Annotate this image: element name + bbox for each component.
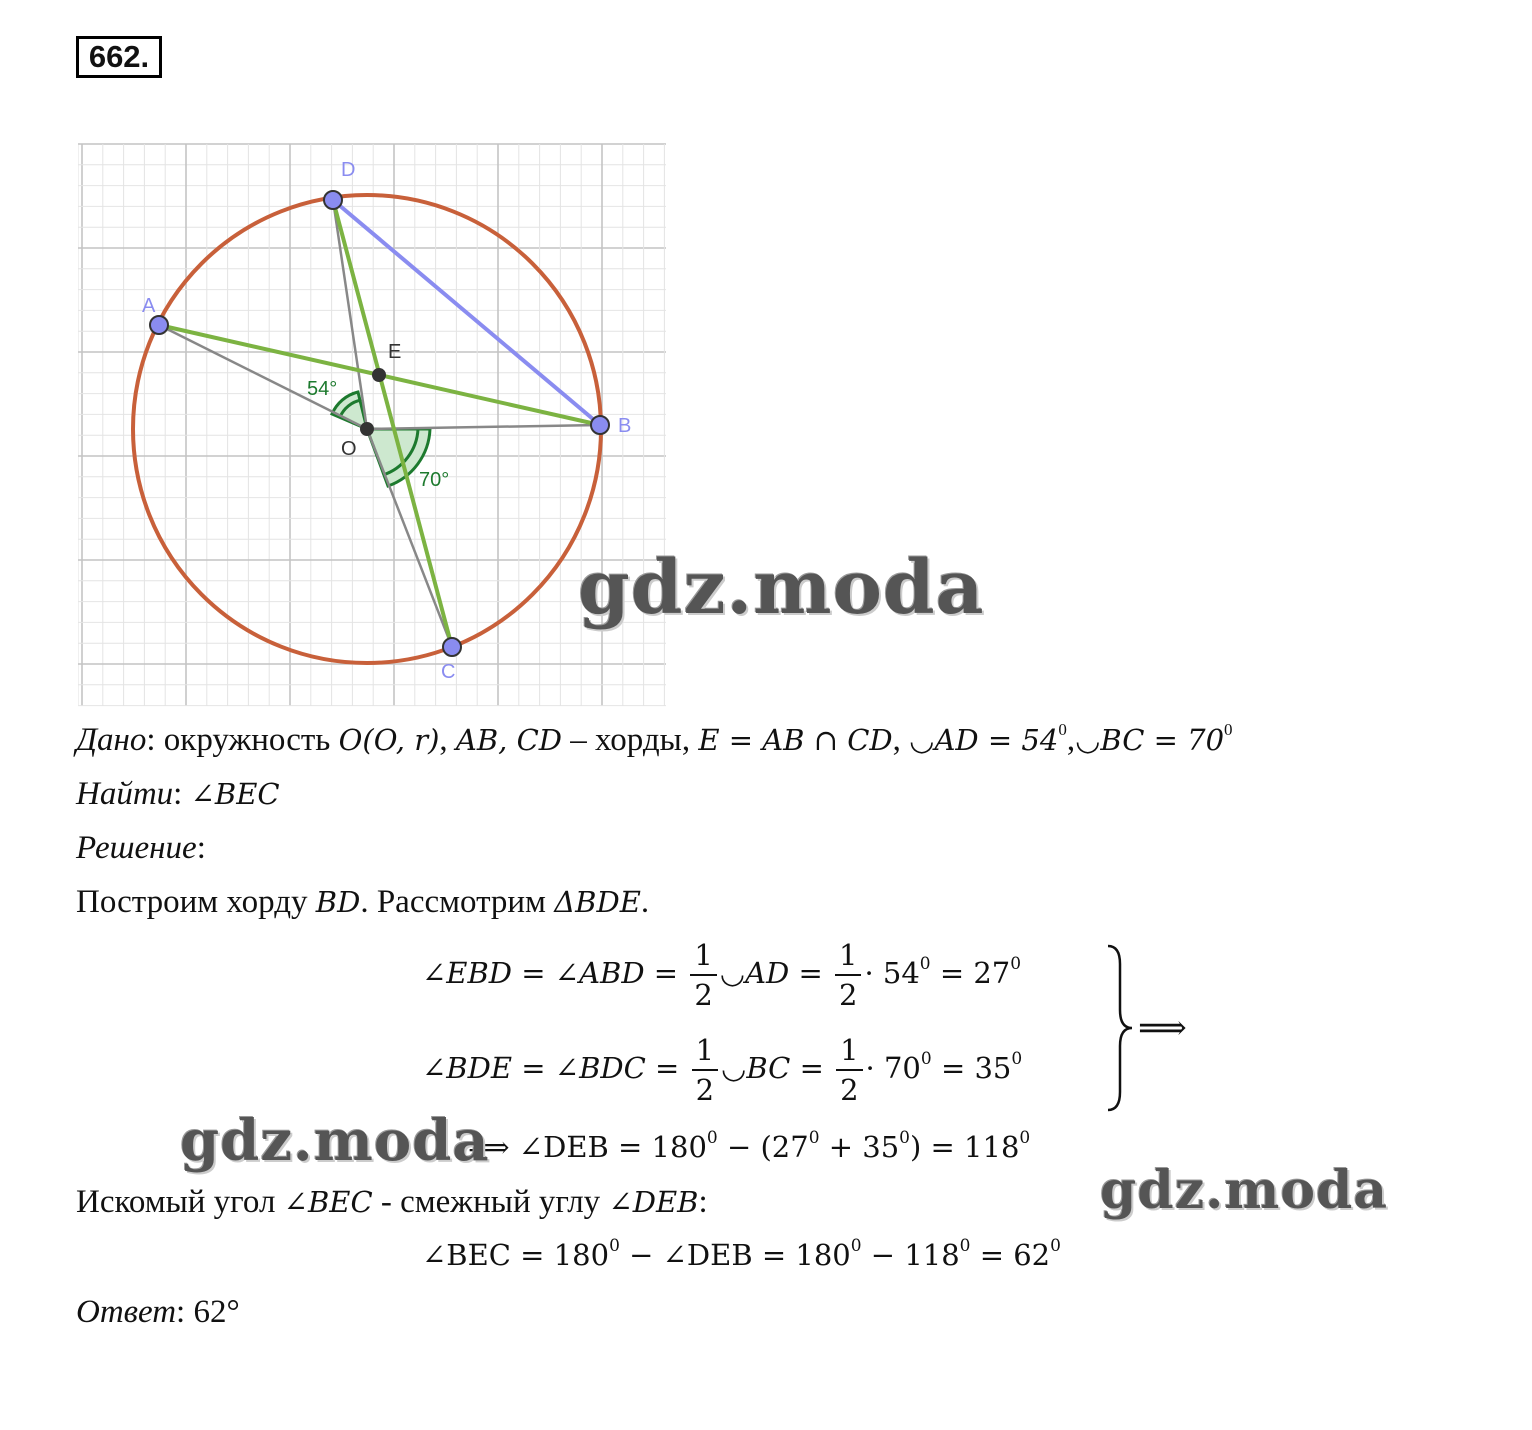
implies-arrow: ⟹ — [1138, 1008, 1187, 1048]
label-angle-70: 70° — [419, 469, 450, 491]
solution-line-2: Искомый угол ∠BEC - смежный углу ∠DEB: — [76, 1184, 708, 1220]
equation-4: ∠BEC = $180^0$ − ∠DEB = $180^0 - 118^0 = 62^0$ — [422, 1236, 1061, 1272]
point-d — [324, 191, 342, 209]
find-line: Найти: ∠BEC — [76, 776, 280, 812]
answer-line: Ответ: 62° — [76, 1294, 240, 1330]
given-line: Дано: окружность O(O, r), AB, CD – хорды, E = AB ∩ CD, ◡AD = $54^0,◡BC = 70^0$ — [76, 720, 1233, 758]
solution-line-1: Построим хорду BD. Рассмотрим ΔBDE. — [76, 884, 650, 920]
solution-label: Решение: — [76, 830, 206, 866]
watermark-3: gdz.moda — [1100, 1160, 1389, 1221]
point-c — [443, 638, 461, 656]
point-b — [591, 416, 609, 434]
label-d: D — [341, 159, 356, 181]
label-angle-54: 54° — [307, 378, 338, 400]
watermark: gdz.moda — [578, 545, 985, 631]
watermark-2: gdz.moda — [180, 1108, 490, 1174]
label-e: E — [388, 341, 402, 363]
problem-number: 662. — [76, 36, 162, 78]
equation-1: ∠EBD = ∠ABD = $\frac{1}{2}$ ◡AD = $\frac{1}{2}$ · $54^0 = 27^0$ — [422, 938, 1022, 1012]
point-e — [372, 368, 386, 382]
point-o — [360, 422, 374, 436]
label-o: O — [341, 438, 357, 460]
radius-oa — [159, 325, 367, 429]
equation-3: ⟹ ∠DEB = $180^0 - (27^0 + 35^0) = 118^0$ — [468, 1128, 1031, 1164]
equation-2: ∠BDE = ∠BDC = $\frac{1}{2}$ ◡BC = $\frac{1}{2}$ · $70^0 = 35^0$ — [422, 1033, 1023, 1107]
point-a — [150, 316, 168, 334]
system-brace — [1104, 944, 1134, 1112]
label-b: B — [618, 415, 632, 437]
radius-ob — [367, 425, 600, 429]
label-a: A — [142, 295, 156, 317]
label-c: C — [441, 661, 456, 683]
